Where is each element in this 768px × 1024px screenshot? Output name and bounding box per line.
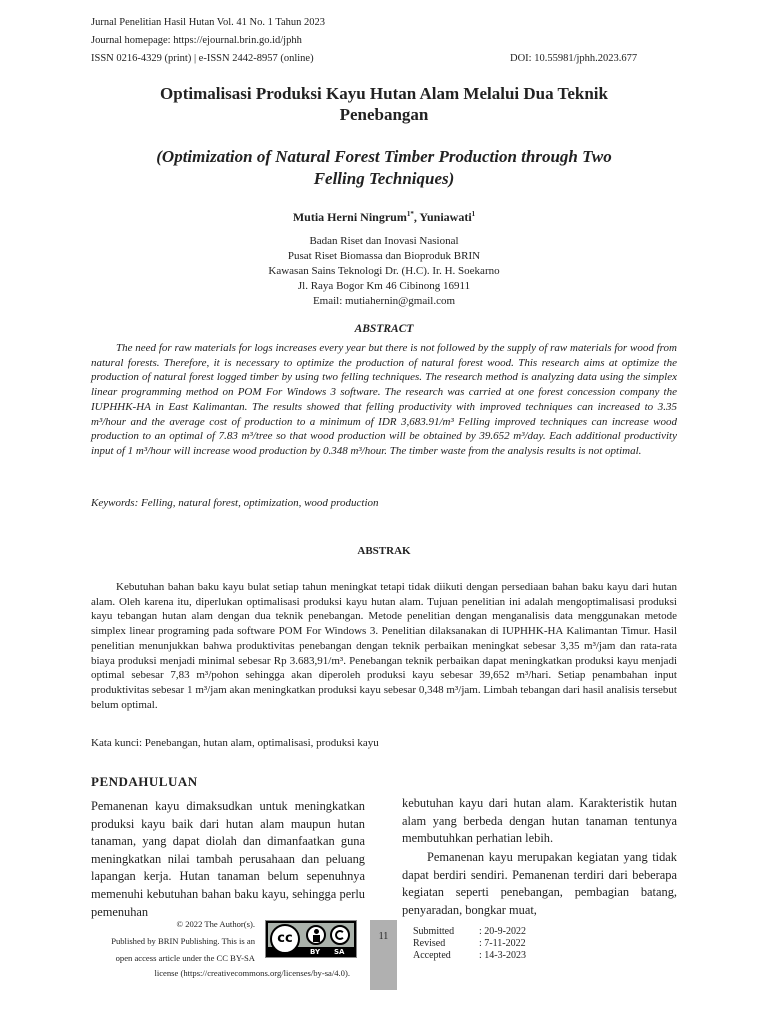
author-2: Yuniawati [419,210,472,224]
intro-right-paragraph-2: Pemanenan kayu merupakan kegiatan yang tidak dapat berdiri sendiri. Pemanenan terdiri dari beberapa kegiatan seperti penebangan, pembagian batang, penyaradan, bongkar muat, [402,850,677,917]
abstract-heading: ABSTRACT [354,323,414,335]
date-submitted: Submitted : 20-9-2022 [413,926,526,937]
journal-doi[interactable]: DOI: 10.55981/jphh.2023.677 [510,53,638,64]
cc-by-sa-badge[interactable] [265,920,357,958]
section-heading-pendahuluan: PENDAHULUAN [91,774,198,789]
affiliation-email[interactable]: Email: mutiahernin@gmail.com [312,295,456,307]
page-number-tab [370,920,397,990]
by-icon [306,925,326,945]
cc-icon: cc [270,924,300,954]
article-dates [413,926,526,962]
page-number: 11 [378,931,389,942]
affiliation-line: Kawasan Sains Teknologi Dr. (H.C). Ir. H. Soekarno [268,265,500,277]
date-accepted: Accepted : 14-3-2023 [413,950,526,961]
cc-label-sa: SA [334,948,345,956]
license-note: open access article under the CC BY-SA [115,953,255,963]
journal-homepage[interactable]: Journal homepage: https://ejournal.brin.go.id/jphh [91,35,302,46]
abstrak-text: Kebutuhan bahan baku kayu bulat setiap tahun meningkat tetapi tidak diikuti dengan persediaan bahan baku kayu dari hutan alam. Oleh karena itu, diperlukan optimalisasi produksi kayu hutan alam. Tujuan penelitian ini adalah mengoptimalisasi produksi kayu tebangan hutan alam dengan dua teknik penebangan. Metode penelitian dengan menganalisis data menggunakan metode simplex linear programing pada software POM For Windows 3. Penelitian dilaksanakan di IUPHHK-HA Kalimantan Timur. Hasil penelitian menunjukkan bahwa produktivitas penebangan dengan teknik perbaikan meningkat sebesar 3,35 m³/jam dan rata-rata biaya produksi menjadi minimal sebesar Rp 3.683,91/m³. Penebangan teknik perbaikan dapat meningkatkan produksi kayu menjadi optimal sebesar 7,83 m³/pohon sehingga akan diperoleh produksi kayu sebesar 39,652 m³/hari. Setiap penambahan input produktivitas sebesar 1 m³/jam akan meningkatkan produksi kayu sebesar 0,348 m³/jam. Limbah tebangan dari hasil analisis tersebut belum optimal. [91,581,677,711]
author-sep: , [413,210,420,224]
date-revised: Revised : 7-11-2022 [413,938,526,949]
author-list [90,207,678,225]
author-1-affil: 1* [406,210,414,218]
title-en-line2: Felling Techniques) [313,169,455,188]
journal-issn: ISSN 0216-4329 (print) | e-ISSN 2442-8957 (online) [91,53,314,64]
abstract-keywords: Keywords: Felling, natural forest, optimization, wood production [91,497,379,509]
author-2-affil: 1 [471,210,476,218]
abstrak-keywords: Kata kunci: Penebangan, hutan alam, optimalisasi, produksi kayu [91,737,379,749]
title-id-line1: Optimalisasi Produksi Kayu Hutan Alam Melalui Dua Teknik [160,84,608,103]
affiliation-line: Badan Riset dan Inovasi Nasional [309,235,459,247]
intro-left-column: Pemanenan kayu dimaksudkan untuk meningkatkan produksi kayu baik dari hutan alam maupun hutan tanaman, yang dapat diolah dan dimanfaatkan guna meningkatkan nilai tambah perusahaan dan peluang lapangan kerja. Hutan tanaman belum sepenuhnya memenuhi kebutuhan bahan baku kayu, sehingga perlu pemenuhan [91,799,365,919]
copyright: © 2022 The Author(s). [176,919,255,929]
title-id-line2: Penebangan [339,105,429,124]
intro-right-paragraph-1: kebutuhan kayu dari hutan alam. Karakteristik hutan alam yang berbeda dengan hutan tanaman tentunya membutuhkan perhatian lebih. [402,796,677,846]
abstract-text: The need for raw materials for logs increases every year but there is not followed by the supply of raw materials for wood from natural forests. Therefore, it is necessary to optimize the production of natural forest wood. This research aims at optimize the production of natural forest logged timber by using two felling techniques. The research method is analyzing data using the simplex linear programming method on POM For Windows 3 software. The research was carried at one forest concession company the IUPHHK-HA in East Kalimantan. The results showed that felling productivity with improved techniques can increased to 3.35 m³/hour and the average cost of production to a minimum of IDR 3,683.91/m³ Felling improved techniques can increase wood production to an optimal of 7.83 m³/tree so that wood production will be obtained by 39.652 m³/day. Each additional productivity input of 1 m³/hour will increase wood production by 0.348 m³/hour. The timber waste from the analysis results is not optimal. [91,342,677,457]
affiliation-line: Jl. Raya Bogor Km 46 Cibinong 16911 [297,280,471,292]
journal-name: Jurnal Penelitian Hasil Hutan Vol. 41 No. 1 Tahun 2023 [91,17,326,28]
title-en-line1: (Optimization of Natural Forest Timber Production through Two [156,147,612,166]
affiliation-line: Pusat Riset Biomassa dan Bioproduk BRIN [287,250,481,262]
license-url[interactable]: license (https://creativecommons.org/licenses/by-sa/4.0). [154,968,350,978]
author-1: Mutia Herni Ningrum [292,210,407,224]
publisher-note: Published by BRIN Publishing. This is an [111,936,255,946]
affiliation [90,234,678,309]
sa-icon [330,925,350,945]
cc-label-by: BY [310,948,321,956]
abstrak-heading: ABSTRAK [357,545,411,557]
